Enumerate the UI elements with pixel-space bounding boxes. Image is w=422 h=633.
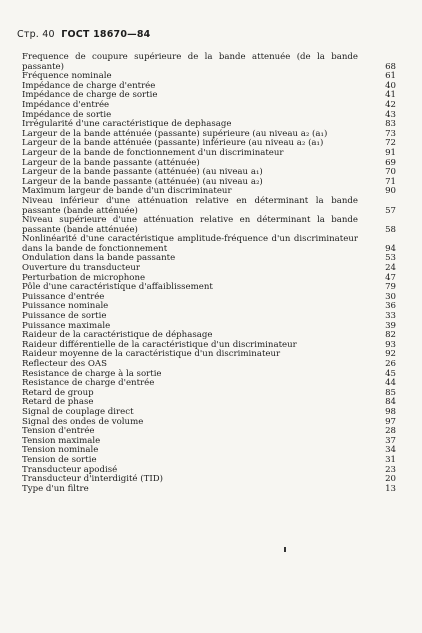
entry-term: Tension de sortie xyxy=(22,454,97,465)
entry-term: Puissance d'entrée xyxy=(22,291,105,302)
entry-term: Impédance d'entrée xyxy=(22,99,110,110)
entry-page: 37 xyxy=(385,435,396,446)
entry-page: 31 xyxy=(385,454,396,465)
entry-page: 73 xyxy=(385,128,396,139)
entry-term: Largeur de la bande passante (atténuée) (au niveau a₂) xyxy=(22,176,263,187)
entry-page: 53 xyxy=(385,253,396,264)
entry-term: Pôle d'une caractéristique d'affaiblissement xyxy=(22,282,213,293)
index-entry xyxy=(22,53,396,72)
entry-page: 69 xyxy=(385,157,396,168)
entry-term: Raideur de la caractéristique de déphasage xyxy=(22,330,213,341)
entry-term: Impédance de charge d'entrée xyxy=(22,80,156,91)
entry-page: 94 xyxy=(385,243,396,254)
entry-term: Puissance maximale xyxy=(22,320,111,331)
entry-page: 40 xyxy=(385,80,396,91)
entry-page: 58 xyxy=(385,224,396,235)
index-entry xyxy=(22,485,396,495)
entry-page: 42 xyxy=(385,99,396,110)
entry-term: Signal des ondes de volume xyxy=(22,416,144,427)
entry-page: 92 xyxy=(385,349,396,360)
entry-term: Perturbation de microphone xyxy=(22,272,146,283)
entry-term: Retard de phase xyxy=(22,397,94,408)
entry-term: Tension maximale xyxy=(22,435,101,446)
entry-page: 98 xyxy=(385,406,396,417)
entry-term: Largeur de la bande passante (atténuée) (au niveau a₁) xyxy=(22,167,263,178)
entry-page: 28 xyxy=(385,426,396,437)
entry-page: 26 xyxy=(385,359,396,369)
entry-page: 34 xyxy=(385,445,396,456)
entry-page: 71 xyxy=(385,176,396,187)
index-entry xyxy=(22,197,396,216)
entry-term: Reflecteur des OAS xyxy=(22,359,107,369)
entry-page: 83 xyxy=(385,119,396,130)
entry-page: 61 xyxy=(385,71,396,82)
entry-page: 41 xyxy=(385,90,396,101)
entry-term: Raideur moyenne de la caractéristique d'un discriminateur xyxy=(22,349,281,360)
entry-term: Ouverture du transducteur xyxy=(22,263,140,274)
entry-page: 72 xyxy=(385,138,396,149)
entry-term: Tension d'entrée xyxy=(22,426,95,437)
entry-term: Frequence de coupure supérieure de la bande attenuée (de la bande passante) xyxy=(22,52,358,72)
entry-page: 82 xyxy=(385,330,396,341)
entry-term: Impédance de charge de sortie xyxy=(22,90,158,101)
entry-term: Largeur de la bande atténuée (passante) inférieure (au niveau a₂ (a₁) xyxy=(22,138,324,149)
entry-page: 70 xyxy=(385,167,396,178)
entry-term: Raideur différentielle de la caractéristique d'un discriminateur xyxy=(22,339,297,350)
entry-term: Niveau inférieur d'une atténuation relative en déterminant la bande passante (bande atténuée) xyxy=(22,195,358,216)
entry-term: Resistance de charge à la sortie xyxy=(22,368,162,379)
entry-term: Ondulation dans la bande passante xyxy=(22,253,176,264)
entry-term: Largeur de la bande atténuée (passante) supérieure (au niveau a₂ (a₁) xyxy=(22,128,328,139)
entry-term: Type d'un filtre xyxy=(22,483,89,494)
entry-term: Niveau supérieure d'une atténuation relative en déterminant la bande passante (bande atténuée) xyxy=(22,215,358,235)
entry-term: Puissance nominale xyxy=(22,301,109,312)
entry-page: 90 xyxy=(385,186,396,197)
page-number: Стр. 40 xyxy=(17,29,55,40)
entry-term: Transducteur apodisé xyxy=(22,464,118,475)
entry-term: Impédance de sortie xyxy=(22,109,112,120)
entry-page: 39 xyxy=(385,320,396,331)
index-entry xyxy=(22,235,396,254)
entry-page: 91 xyxy=(385,147,396,158)
entry-term: Largeur de la bande de fonctionnement d'un discriminateur xyxy=(22,147,284,158)
entry-term: Largeur de la bande passante (atténuée) xyxy=(22,157,200,168)
entry-term: Tension nominale xyxy=(22,445,99,456)
entry-term: Maximum largeur de bande d'un discriminateur xyxy=(22,186,232,197)
entry-page: 44 xyxy=(385,378,396,389)
entry-term: Signal de couplage direct xyxy=(22,406,134,417)
entry-page: 97 xyxy=(385,416,396,427)
entry-page: 24 xyxy=(385,263,396,274)
entry-page: 33 xyxy=(385,311,396,322)
entry-page: 20 xyxy=(385,474,396,485)
entry-page: 79 xyxy=(385,282,396,293)
entry-term: Transducteur d'interdigité (TID) xyxy=(22,474,163,485)
entry-page: 43 xyxy=(385,109,396,120)
entry-page: 85 xyxy=(385,387,396,398)
entry-term: Retard de group xyxy=(22,387,94,398)
entry-page: 45 xyxy=(385,368,396,379)
term-index xyxy=(22,53,396,494)
entry-page: 84 xyxy=(385,397,396,408)
entry-term: Irrégularité d'une caractéristique de dephasage xyxy=(22,119,232,130)
entry-page: 68 xyxy=(385,61,396,72)
entry-page: 93 xyxy=(385,339,396,350)
index-entry xyxy=(22,216,396,235)
standard-number: ГОСТ 18670—84 xyxy=(61,29,151,40)
entry-page: 47 xyxy=(385,272,396,283)
page-header xyxy=(17,29,150,40)
ink-speck xyxy=(284,547,286,552)
entry-page: 57 xyxy=(385,205,396,216)
entry-page: 36 xyxy=(385,301,396,312)
entry-term: Resistance de charge d'entrée xyxy=(22,378,155,389)
entry-page: 23 xyxy=(385,464,396,475)
entry-page: 30 xyxy=(385,291,396,302)
entry-term: Puissance de sortie xyxy=(22,311,107,322)
entry-term: Fréquence nominale xyxy=(22,71,112,82)
entry-term: Nonlinéarité d'une caractéristique amplitude-fréquence d'un discriminateur dans la bande de fonctionnement xyxy=(22,234,358,254)
entry-page: 13 xyxy=(385,483,396,494)
